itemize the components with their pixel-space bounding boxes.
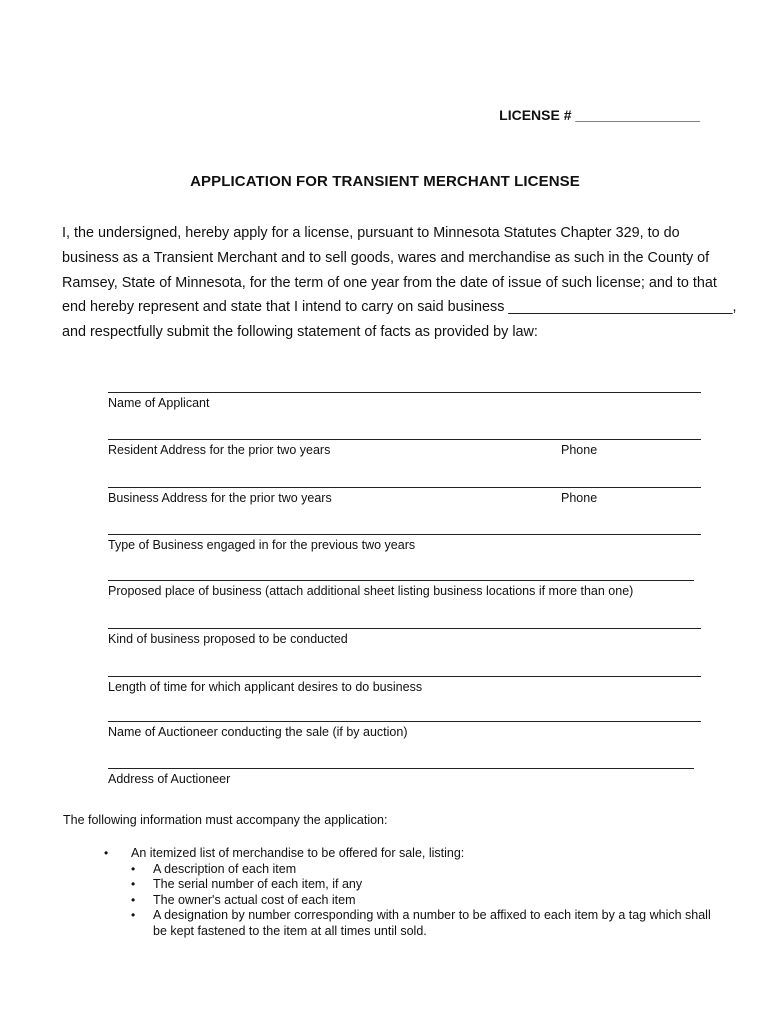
bullet-icon: • bbox=[131, 892, 136, 907]
list-item-text: An itemized list of merchandise to be offered for sale, listing: bbox=[131, 846, 465, 860]
intro-line: and respectfully submit the following statement of facts as provided by law: bbox=[62, 324, 538, 341]
list-item-text: The serial number of each item, if any bbox=[153, 877, 363, 892]
signature-line bbox=[108, 676, 701, 677]
list-item bbox=[104, 877, 713, 893]
field-label: Proposed place of business (attach additional sheet listing business locations if more than one) bbox=[108, 584, 634, 598]
bullet-icon: • bbox=[131, 861, 136, 876]
field-proposed-place[interactable] bbox=[108, 580, 694, 598]
intro-line: I, the undersigned, hereby apply for a license, pursuant to Minnesota Statutes Chapter 329, to do bbox=[62, 225, 680, 241]
bullet-icon: • bbox=[104, 846, 109, 860]
signature-line bbox=[108, 768, 694, 769]
signature-line bbox=[108, 392, 701, 393]
field-auctioneer-name[interactable] bbox=[108, 721, 701, 739]
signature-line bbox=[108, 534, 701, 535]
document-title: APPLICATION FOR TRANSIENT MERCHANT LICENSE bbox=[190, 173, 580, 190]
list-item bbox=[104, 862, 713, 878]
signature-line bbox=[108, 439, 701, 440]
field-kind-of-business[interactable] bbox=[108, 628, 701, 646]
field-label: Address of Auctioneer bbox=[108, 772, 231, 786]
field-label: Name of Applicant bbox=[108, 396, 210, 410]
intro-line: end hereby represent and state that I intend to carry on said business ____________________________, bbox=[62, 299, 737, 316]
intro-line: Ramsey, State of Minnesota, for the term of one year from the date of issue of such license; and to that bbox=[62, 274, 717, 291]
bullet-icon: • bbox=[131, 877, 136, 892]
sublist bbox=[104, 862, 713, 940]
list-item-text: A designation by number corresponding with a number to be affixed to each item by a tag which shall be kept fastened to the item at all times until sold. bbox=[153, 908, 711, 938]
signature-line bbox=[108, 487, 701, 488]
field-length-of-time[interactable] bbox=[108, 676, 701, 694]
field-label: Type of Business engaged in for the previous two years bbox=[108, 538, 416, 552]
phone-label: Phone bbox=[561, 443, 598, 457]
intro-paragraph bbox=[62, 221, 737, 345]
list-item-text: The owner's actual cost of each item bbox=[153, 892, 356, 907]
license-number-field: LICENSE # ________________ bbox=[499, 107, 700, 123]
field-label: Kind of business proposed to be conducted bbox=[108, 632, 348, 646]
phone-label: Phone bbox=[561, 491, 598, 505]
requirements-heading: The following information must accompany the application: bbox=[63, 813, 388, 827]
signature-line bbox=[108, 628, 701, 629]
field-auctioneer-address[interactable] bbox=[108, 768, 694, 786]
list-item bbox=[104, 846, 713, 940]
intro-line: business as a Transient Merchant and to sell goods, wares and merchandise as such in the County of bbox=[62, 249, 710, 266]
field-type-of-business[interactable] bbox=[108, 534, 701, 552]
field-business-address[interactable] bbox=[108, 487, 701, 505]
field-label: Business Address for the prior two years Phone bbox=[108, 491, 598, 505]
requirements-list bbox=[104, 846, 713, 940]
field-resident-address[interactable] bbox=[108, 439, 701, 457]
signature-line bbox=[108, 580, 694, 581]
field-label: Length of time for which applicant desires to do business bbox=[108, 680, 423, 694]
field-label: Resident Address for the prior two years Phone bbox=[108, 443, 598, 457]
list-item-text: A description of each item bbox=[153, 861, 297, 876]
field-label: Name of Auctioneer conducting the sale (if by auction) bbox=[108, 725, 408, 739]
signature-line bbox=[108, 721, 701, 722]
list-item bbox=[104, 893, 713, 909]
bullet-icon: • bbox=[131, 908, 136, 923]
field-name-of-applicant[interactable] bbox=[108, 392, 701, 410]
list-item bbox=[104, 908, 713, 939]
